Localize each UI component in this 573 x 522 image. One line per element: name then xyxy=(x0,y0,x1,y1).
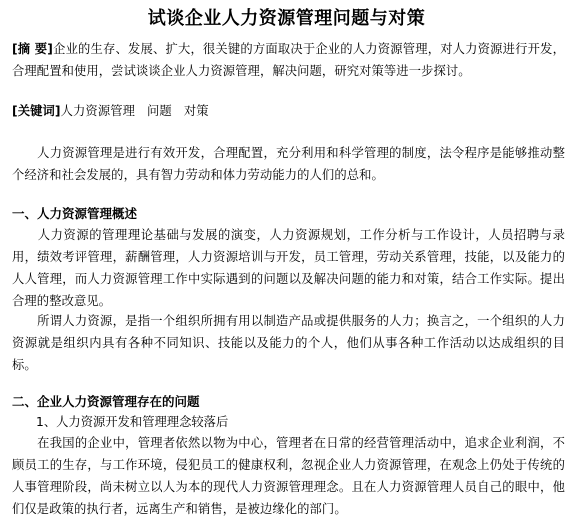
keywords-tag: [关键词] xyxy=(12,104,61,118)
section1-paragraph-2: 所谓人力资源，是指一个组织所拥有用以制造产品或提供服务的人力；换言之，一个组织的人力资源就是组织内具有各种不同知识、技能以及能力的个人，他们从事各种工作活动以达成组织的目标。 xyxy=(12,314,565,372)
section-heading: 一、人力资源管理概述 xyxy=(12,206,138,221)
section1-paragraph-1: 人力资源的管理理论基础与发展的演变，人力资源规划，工作分析与工作设计，人员招聘与录用，绩效考评管理，薪酬管理，人力资源培训与开发，员工管理，劳动关系管理，技能，以及能力的人人管理，而人力资源管理工作中实际遇到的问题以及解决问题的能力和对策，结合工作实际。提出合理的整改意见。 xyxy=(12,228,565,308)
keywords-line xyxy=(12,100,565,122)
subsection-heading: 1、人力资源开发和管理理念较落后 xyxy=(36,415,229,429)
document-title: 试谈企业人力资源管理问题与对策 xyxy=(147,8,426,29)
keyword-item: 人力资源管理 xyxy=(60,104,136,118)
keyword-item: 问题 xyxy=(147,104,172,118)
intro-paragraph: 人力资源管理是进行有效开发，合理配置，充分利用和科学管理的制度，法令程序是能够推动整个经济和社会发展的，具有智力劳动和体力劳动能力的人们的总和。 xyxy=(12,146,565,182)
section2-paragraph-1: 在我国的企业中，管理者依然以物为中心，管理者在日常的经营管理活动中，追求企业利润，不顾员工的生存，与工作环境，侵犯员工的健康权利，忽视企业人力资源管理，在观念上仍处于传统的人事管理阶段，尚未树立以人为本的现代人力资源管理理念。且在人力资源管理人员自己的眼中，他们仅是政策的执行者，远离生产和销售，是被边缘化的部门。 xyxy=(12,436,565,516)
abstract-tag: [摘 要] xyxy=(12,42,53,56)
keyword-item: 对策 xyxy=(183,104,209,118)
abstract-text: 企业的生存、发展、扩大，很关键的方面取决于企业的人力资源管理，对人力资源进行开发，合理配置和使用，尝试谈谈企业人力资源管理，解决问题，研究对策等进一步探讨。 xyxy=(12,42,565,78)
section-heading: 二、企业人力资源管理存在的问题 xyxy=(12,394,200,409)
abstract-paragraph xyxy=(12,38,565,82)
